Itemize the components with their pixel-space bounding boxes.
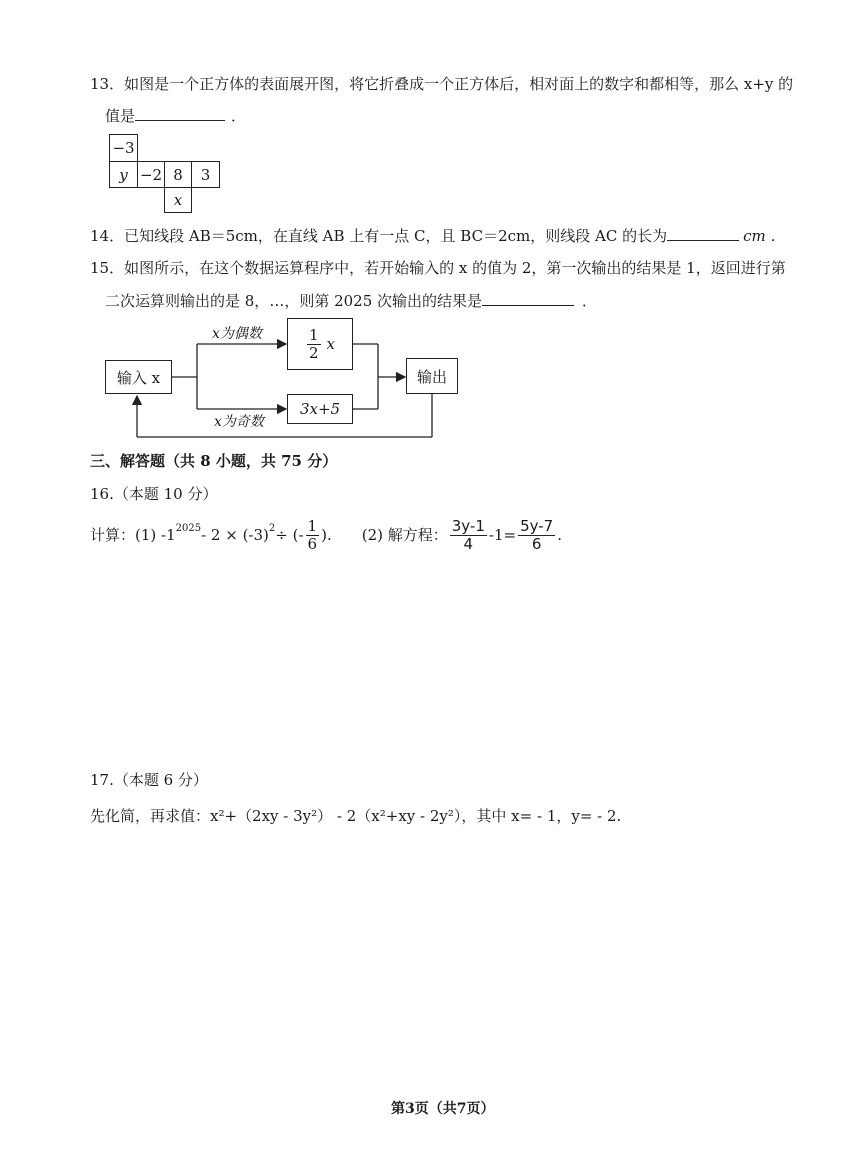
half-den: 2 [308,343,319,362]
net-cell-8: 8 [164,161,192,188]
q14-unit: cm ． [743,227,786,245]
net-cell-y: y [109,161,138,188]
q16-eq-left-num: 3y-1 [451,517,485,535]
q16-eq-right-num: 5y-7 [520,517,554,535]
q16-eq-left-den: 4 [463,534,474,553]
q16-frac-den: 6 [307,534,318,553]
output-label: 输出 [416,367,447,386]
q16-mid: - 2 × (-3) [201,526,269,544]
q16-exp2: 2 [268,523,276,534]
q16-close: ). [321,526,332,544]
q16-prefix: 计算：(1) -1 [90,526,176,544]
input-label: 输入 x [116,368,161,387]
q16-fraction [306,518,320,552]
net-cell-neg2: −2 [137,161,165,188]
q16-heading: 16.（本题 10 分） [90,485,218,503]
q16-eq-end: . [557,526,562,544]
q15-line2-text: 二次运算则输出的是 8，…，则第 2025 次输出的结果是 [105,292,483,310]
half-fraction [307,327,321,361]
q16-eq-left-fraction [450,518,487,552]
q16-part2: (2) 解方程： [361,526,448,544]
q15-line1: 15．如图所示，在这个数据运算程序中，若开始输入的 x 的值为 2，第一次输出的结果是 1，返回进行第 [90,259,786,277]
q16-content [90,510,562,560]
net-cell-neg3: −3 [109,134,138,162]
q14-text: 14．已知线段 AB＝5cm，在直线 AB 上有一点 C，且 BC＝2cm，则线段 AC 的长为 [90,227,668,245]
half-var: x [326,335,335,353]
odd-label: x为奇数 [214,414,264,430]
q16-eq-right-fraction [518,518,555,552]
q16-eq-mid: -1= [488,526,517,544]
net-cell-x: x [164,187,192,213]
q16-exp: 2025 [175,523,202,534]
q13-line2-text: 值是 [105,107,136,125]
net-cell-3: 3 [191,161,220,188]
q17-text: 先化简，再求值：x²+（2xy - 3y²） - 2（x²+xy - 2y²），其中 x= - 1，y= - 2. [90,807,622,825]
page-footer: 第3页（共7页） [391,1101,495,1117]
q16-eq-right-den: 6 [531,534,542,553]
output-box [406,358,458,394]
section-3-heading: 三、解答题（共 8 小题，共 75 分） [90,452,338,470]
even-label: x为偶数 [212,326,262,342]
q16-frac-num: 1 [307,517,318,535]
half-x-box [287,318,353,370]
q16-div: ÷ (- [275,526,304,544]
q13-line1: 13．如图是一个正方体的表面展开图，将它折叠成一个正方体后，相对面上的数字和都相等，那么 x+y 的 [90,75,794,93]
input-box [105,360,172,394]
half-num: 1 [308,326,319,344]
q13-line2-end: ． [231,107,247,125]
q17-heading: 17.（本题 6 分） [90,771,208,789]
triple-plus-five-box: 3x+5 [287,394,353,424]
q15-line2-end: ． [582,292,598,310]
